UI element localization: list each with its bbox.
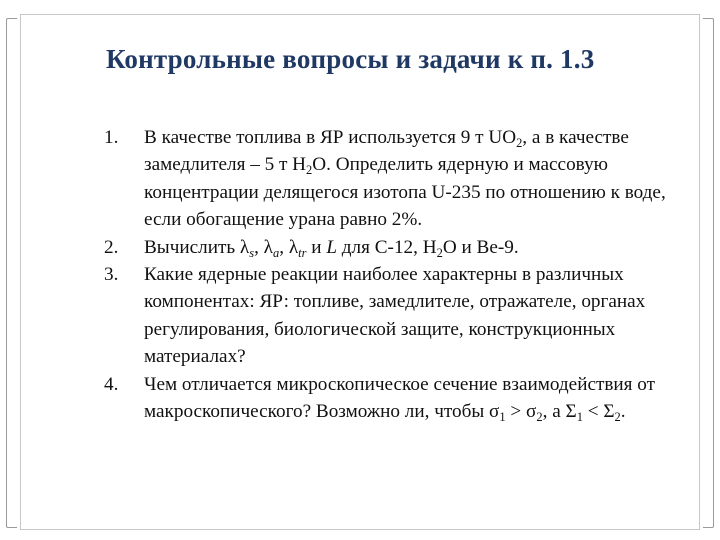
item-text: Какие ядерные реакции наиболее характерны в различных компонентах: ЯР: топливе, замедлителе, отражателе, органах регулирования, биологической защите, конструкционных материалах? — [144, 264, 646, 368]
slide-title: Контрольные вопросы и задачи к п. 1.3 — [106, 44, 595, 74]
item-text: Вычислить $\lambda_s$, $\lambda_a$, $\lambda_{tr}$ и L для C-12, $H_2O$ и Be-9. — [144, 236, 519, 260]
list-item — [104, 124, 704, 234]
question-list — [104, 124, 704, 425]
item-text: В качестве топлива в ЯР используется 9 т $UO_2$, а в качестве замедлителя – 5 т $H_2O$. Определить ядерную и массовую концентрации делящегося изотопа U-235 по отношению к воде, если обогащение урана равно 2%. — [144, 127, 666, 231]
item-number: 3. — [104, 264, 119, 286]
item-number: 2. — [104, 236, 119, 258]
item-number: 1. — [104, 127, 119, 148]
item-number: 4. — [104, 373, 119, 395]
list-item — [104, 261, 704, 371]
list-item — [104, 371, 704, 426]
item-text: Чем отличается микроскопическое сечение взаимодействия от макроскопического? Возможно ли, чтобы $\sigma_1 > \sigma_2$, а $\Sigma_1 < \Sigma_2$. — [144, 373, 656, 425]
frame-left-bracket — [6, 18, 17, 528]
list-item — [104, 234, 704, 261]
frame-right-bracket — [703, 18, 714, 528]
